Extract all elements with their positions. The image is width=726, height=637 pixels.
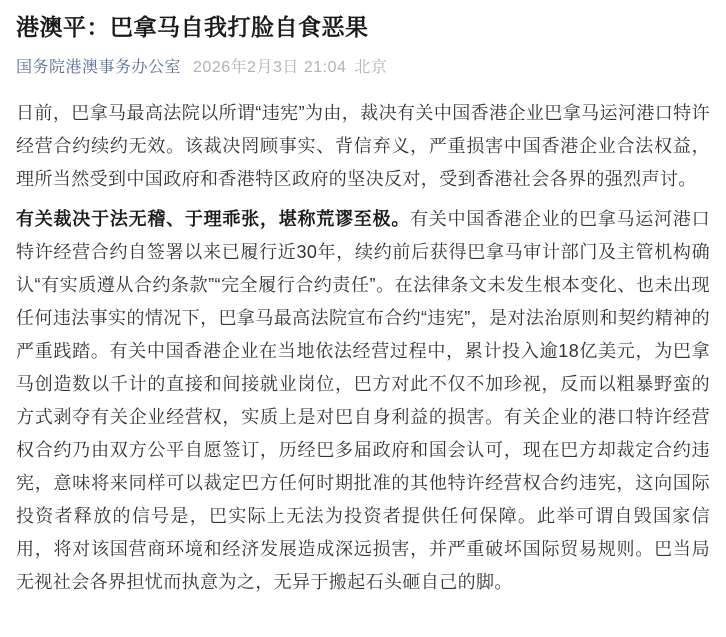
article-location: 北京: [354, 59, 388, 76]
paragraph-1: 日前，巴拿马最高法院以所谓“违宪”为由，裁决有关中国香港企业巴拿马运河港口特许经营合约续约无效。该裁决罔顾事实、背信弃义，严重损害中国香港企业合法权益，理所当然受到中国政府和香港特区政府的坚决反对，受到香港社会各界的强烈声讨。: [16, 103, 710, 189]
paragraph-2-text: 有关中国香港企业的巴拿马运河港口特许经营合约自签署以来已履行近30年，续约前后获得巴拿马审计部门及主管机构确认“有实质遵从合约条款”“完全履行合约责任”。在法律条文未发生根本变化、也未出现任何违法事实的情况下，巴拿马最高法院宣布合约“违宪”，是对法治原则和契约精神的严重践踏。有关中国香港企业在当地依法经营过程中，累计投入逾18亿美元，为巴拿马创造数以千计的直接和间接就业岗位，巴方对此不仅不加珍视，反而以粗暴野蛮的方式剥夺有关企业经营权，实质上是对巴自身利益的损害。有关企业的港口特许经营权合约乃由双方公平自愿签订，历经巴多届政府和国会认可，现在巴方却裁定合约违宪，意味将来同样可以裁定巴方任何时期批准的其他特许经营权合约违宪，这向国际投资者释放的信号是，巴实际上无法为投资者提供任何保障。此举可谓自毁国家信用，将对该国营商环境和经济发展造成深远损害，并严重破坏国际贸易规则。巴当局无视社会各界担忧而执意为之，无异于搬起石头砸自己的脚。: [16, 209, 710, 592]
paragraph-2-bold-lead: 有关裁决于法无稽、于理乖张，堪称荒谬至极。: [16, 209, 411, 229]
article-body: [16, 97, 710, 599]
article-meta: [16, 59, 710, 77]
article-title: 港澳平：巴拿马自我打脸自食恶果: [16, 14, 369, 40]
article-date: 2026年2月3日 21:04: [193, 59, 347, 76]
paragraph-2: [16, 203, 710, 599]
article: [0, 12, 726, 599]
article-author-link[interactable]: 国务院港澳事务办公室: [16, 59, 182, 76]
